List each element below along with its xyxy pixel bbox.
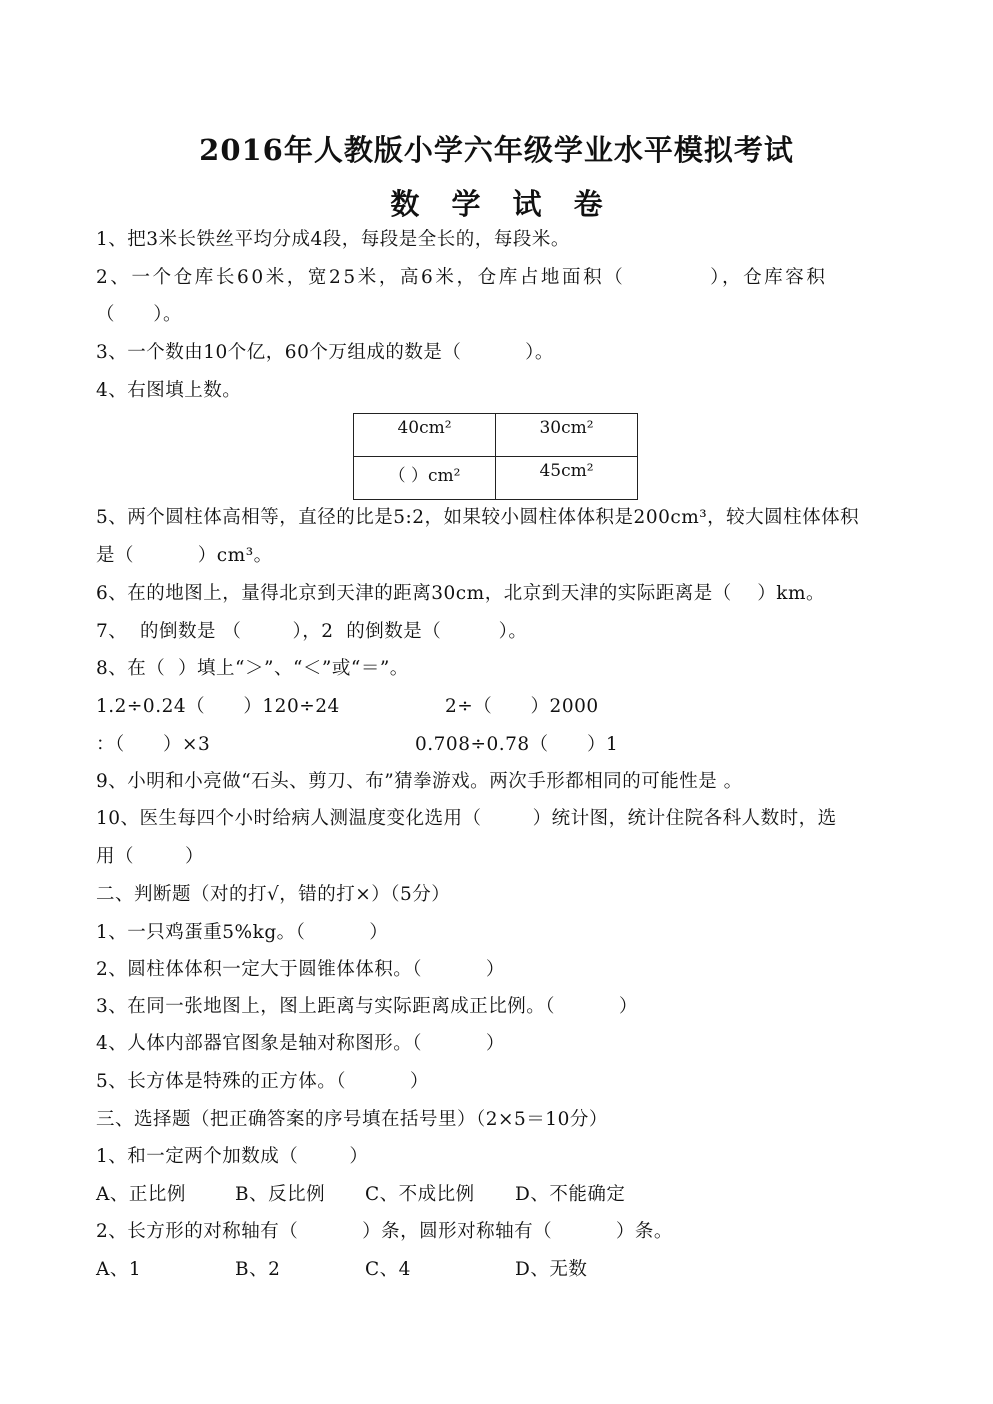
question-8-row-2-left: ：（ ）×3: [96, 734, 211, 755]
question-8-row-1-left: 1.2÷0.24（ ）120÷24: [96, 696, 340, 717]
choice-heading: 三、选择题（把正确答案的序号填在括号里）（2×5＝10分）: [96, 1109, 608, 1130]
table-row: [354, 457, 638, 500]
question-5-line-1: 5、两个圆柱体高相等，直径的比是5:2，如果较小圆柱体体积是200cm³，较大圆柱体体积: [96, 507, 860, 528]
table-cell: 30cm²: [496, 414, 638, 457]
table-cell: （ ）cm²: [354, 457, 496, 500]
judgement-item-1: 1、一只鸡蛋重5%kg。（ ）: [96, 922, 389, 943]
table-row: [354, 414, 638, 457]
table-cell: 40cm²: [354, 414, 496, 457]
question-2-line-2: （ ）。: [96, 304, 183, 325]
question-10-line-2: 用（ ）: [96, 846, 205, 867]
question-3: 3、一个数由10个亿，60个万组成的数是（ ）。: [96, 342, 554, 363]
judgement-item-5: 5、长方体是特殊的正方体。（ ）: [96, 1071, 429, 1092]
question-4: 4、右图填上数。: [96, 380, 242, 401]
judgement-heading: 二、判断题（对的打√，错的打×）（5分）: [96, 884, 451, 905]
question-6: 6、在的地图上，量得北京到天津的距离30cm，北京到天津的实际距离是（ ）km。: [96, 583, 825, 604]
choice-question-2: 2、长方形的对称轴有（ ）条，圆形对称轴有（ ）条。: [96, 1221, 673, 1242]
choice-1-option-a: A、正比例: [96, 1184, 186, 1205]
choice-2-option-a: A、1: [96, 1259, 142, 1280]
choice-1-option-d: D、不能确定: [515, 1184, 626, 1205]
judgement-item-3: 3、在同一张地图上，图上距离与实际距离成正比例。（ ）: [96, 996, 638, 1017]
question-8: 8、在（ ）填上“＞”、“＜”或“＝”。: [96, 658, 409, 679]
question-9: 9、小明和小亮做“石头、剪刀、布”猜拳游戏。两次手形都相同的可能性是 。: [96, 771, 743, 792]
area-table: [353, 413, 638, 500]
judgement-item-4: 4、人体内部器官图象是轴对称图形。（ ）: [96, 1033, 505, 1054]
choice-1-option-c: C、不成比例: [365, 1184, 475, 1205]
question-1: 1、把3米长铁丝平均分成4段，每段是全长的，每段米。: [96, 229, 570, 250]
question-10-line-1: 10、医生每四个小时给病人测温度变化选用（ ）统计图，统计住院各科人数时，选: [96, 808, 837, 829]
question-2-line-1: 2、一个仓库长60米，宽25米，高6米，仓库占地面积（ ），仓库容积: [96, 267, 828, 288]
question-7: 7、 的倒数是 （ ），2 的倒数是（ ）。: [96, 621, 528, 642]
question-5-line-2: 是（ ）cm³。: [96, 545, 273, 566]
page-subtitle: 数 学 试 卷: [390, 187, 603, 221]
choice-2-option-c: C、4: [365, 1259, 411, 1280]
choice-1-option-b: B、反比例: [235, 1184, 326, 1205]
choice-question-1: 1、和一定两个加数成（ ）: [96, 1146, 369, 1167]
question-8-row-1-right: 2÷（ ）2000: [445, 696, 599, 717]
choice-2-option-b: B、2: [235, 1259, 281, 1280]
table-cell: 45cm²: [496, 457, 638, 500]
page-title: 2016年人教版小学六年级学业水平模拟考试: [199, 133, 794, 167]
choice-2-option-d: D、无数: [515, 1259, 588, 1280]
question-8-row-2-right: 0.708÷0.78（ ）1: [415, 734, 619, 755]
judgement-item-2: 2、圆柱体体积一定大于圆锥体体积。（ ）: [96, 959, 505, 980]
